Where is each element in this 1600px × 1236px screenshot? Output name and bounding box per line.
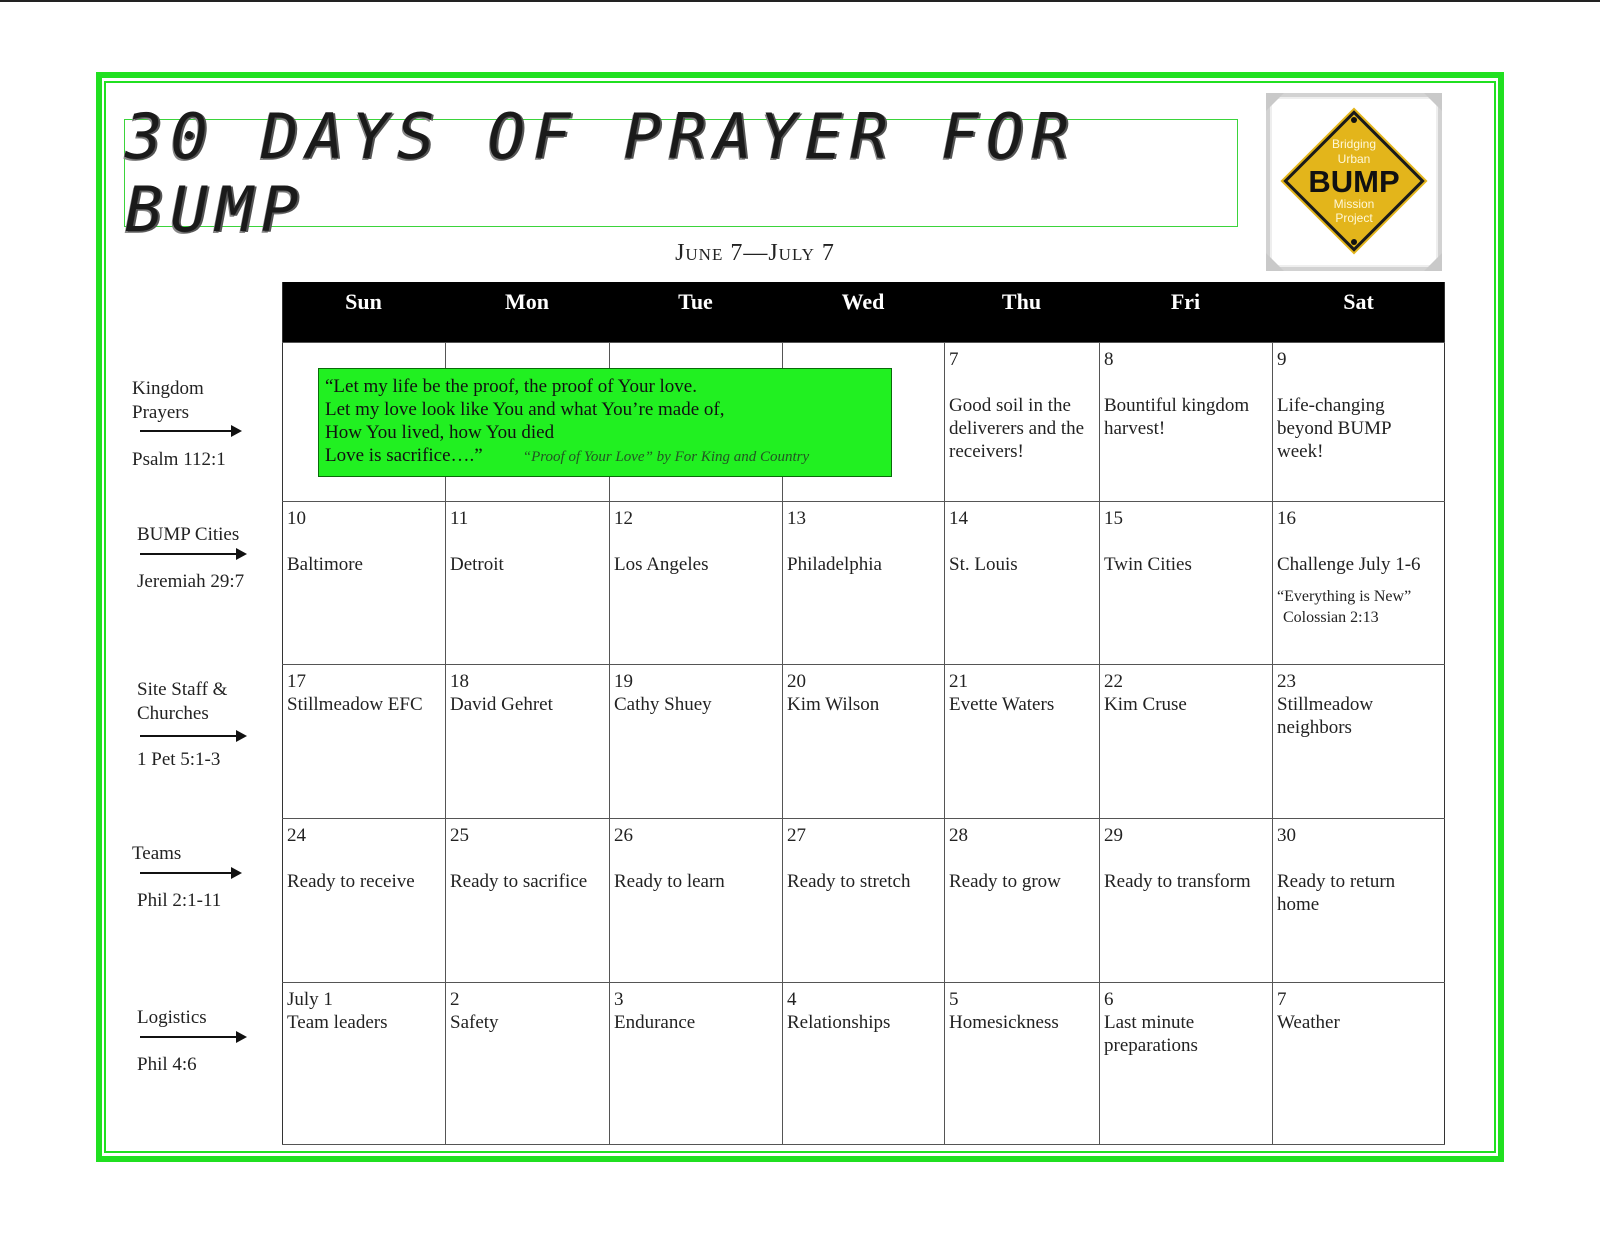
day-number: 16 xyxy=(1277,508,1296,529)
day-number: 2 xyxy=(450,989,460,1010)
weekday-wed: Wed xyxy=(841,289,885,314)
logo-name: BUMP xyxy=(1308,164,1400,199)
calendar-day-cell xyxy=(1277,988,1440,1034)
calendar-day-cell xyxy=(787,824,939,893)
calendar-day-cell xyxy=(949,507,1094,576)
calendar-day-cell xyxy=(287,670,440,716)
calendar-day-cell xyxy=(949,988,1094,1034)
theme-title: Site Staff & Churches xyxy=(137,679,228,724)
prayer-topic: Relationships xyxy=(787,1012,891,1033)
calendar-day-cell xyxy=(450,824,604,893)
photo-corner-icon xyxy=(1424,93,1442,111)
day-number: 20 xyxy=(787,671,806,692)
quote-line: How You lived, how You died xyxy=(325,422,555,443)
prayer-topic: Detroit xyxy=(450,554,504,575)
day-number: 15 xyxy=(1104,508,1123,529)
grid-line xyxy=(282,1144,1445,1145)
prayer-topic: Weather xyxy=(1277,1012,1340,1033)
day-number: 22 xyxy=(1104,671,1123,692)
day-number: 7 xyxy=(949,349,959,370)
quote-last-line: Love is sacrifice….” xyxy=(325,445,483,466)
prayer-topic: Ready to stretch xyxy=(787,871,911,892)
prayer-topic: Stillmeadow neighbors xyxy=(1277,694,1374,738)
grid-line xyxy=(1272,342,1273,1145)
spacer xyxy=(450,847,604,870)
day-number: 8 xyxy=(1104,349,1114,370)
spacer xyxy=(287,530,440,553)
day-number: 18 xyxy=(450,671,469,692)
spacer xyxy=(949,371,1094,394)
weekday-sat: Sat xyxy=(1343,289,1374,314)
spacer xyxy=(1277,530,1440,553)
calendar-day-cell xyxy=(287,988,440,1034)
logo-line-bridging: Bridging xyxy=(1331,137,1377,151)
day-number: 30 xyxy=(1277,825,1296,846)
weekday-mon: Mon xyxy=(505,289,549,314)
calendar-day-cell xyxy=(787,988,939,1034)
prayer-topic: Ready to return home xyxy=(1277,871,1396,915)
prayer-topic: Cathy Shuey xyxy=(614,694,712,715)
day-number: 23 xyxy=(1277,671,1296,692)
page-title: 30 DAYS OF PRAYER FOR BUMP xyxy=(125,100,1077,246)
weekday-fri: Fri xyxy=(1170,289,1201,314)
prayer-topic: Kim Wilson xyxy=(787,694,880,715)
arrow-right-icon xyxy=(140,1036,245,1038)
day-number: 9 xyxy=(1277,349,1287,370)
prayer-topic: Good soil in the deliverers and the receivers! xyxy=(949,395,1085,462)
theme-title: Kingdom Prayers xyxy=(132,378,204,423)
day-number: 7 xyxy=(1277,989,1287,1010)
prayer-topic: Los Angeles xyxy=(614,554,709,575)
song-quote-box xyxy=(318,368,892,477)
challenge-verse: Colossian 2:13 xyxy=(1283,609,1379,626)
challenge-theme: “Everything is New” xyxy=(1277,588,1412,605)
calendar-day-cell xyxy=(949,824,1094,893)
theme-verse: Phil 2:1-11 xyxy=(137,890,222,911)
calendar-day-cell xyxy=(287,507,440,576)
spacer xyxy=(614,530,777,553)
grid-line xyxy=(282,982,1445,983)
calendar-day-cell xyxy=(614,670,777,716)
theme-verse: Jeremiah 29:7 xyxy=(137,571,245,592)
grid-line xyxy=(282,342,1445,343)
day-number: 29 xyxy=(1104,825,1123,846)
photo-corner-icon xyxy=(1266,93,1284,111)
grid-line xyxy=(282,818,1445,819)
prayer-topic: Life-changing beyond BUMP week! xyxy=(1277,395,1391,462)
day-number: 14 xyxy=(949,508,968,529)
day-number: 28 xyxy=(949,825,968,846)
calendar-day-cell xyxy=(787,670,939,716)
theme-title: BUMP Cities xyxy=(137,524,240,545)
grid-line xyxy=(944,342,945,1145)
spacer xyxy=(1277,371,1440,394)
prayer-topic: Last minute preparations xyxy=(1104,1012,1198,1056)
arrow-right-icon xyxy=(140,430,240,432)
prayer-topic: Ready to grow xyxy=(949,871,1061,892)
spacer xyxy=(1104,371,1267,394)
spacer xyxy=(1277,847,1440,870)
day-number: 5 xyxy=(949,989,959,1010)
prayer-topic: Philadelphia xyxy=(787,554,882,575)
quote-credit: “Proof of Your Love” by For King and Country xyxy=(522,449,810,465)
arrow-right-icon xyxy=(140,872,240,874)
day-number: 13 xyxy=(787,508,806,529)
calendar-day-cell xyxy=(614,988,777,1034)
theme-title: Logistics xyxy=(137,1007,207,1028)
spacer xyxy=(787,530,939,553)
prayer-topic: Safety xyxy=(450,1012,499,1033)
calendar-day-cell xyxy=(1104,348,1267,440)
day-number: 11 xyxy=(450,508,469,529)
prayer-topic: Twin Cities xyxy=(1104,554,1192,575)
spacer xyxy=(949,530,1094,553)
prayer-topic: Ready to transform xyxy=(1104,871,1251,892)
prayer-topic: David Gehret xyxy=(450,694,553,715)
prayer-topic: Team leaders xyxy=(287,1012,388,1033)
calendar-day-cell xyxy=(287,824,440,893)
spacer xyxy=(949,847,1094,870)
prayer-topic: Ready to sacrifice xyxy=(450,871,588,892)
calendar-day-cell xyxy=(614,824,777,893)
prayer-topic: Homesickness xyxy=(949,1012,1059,1033)
calendar-day-cell xyxy=(614,507,777,576)
quote-line: “Let my life be the proof, the proof of Your love. xyxy=(325,376,697,397)
weekday-tue: Tue xyxy=(678,289,713,314)
calendar-day-cell xyxy=(1277,348,1440,463)
spacer xyxy=(287,847,440,870)
spacer xyxy=(1104,847,1267,870)
sign-dot-icon xyxy=(1351,239,1357,245)
sign-dot-icon xyxy=(1351,117,1357,123)
prayer-topic: Evette Waters xyxy=(949,694,1055,715)
photo-corner-icon xyxy=(1266,253,1284,271)
grid-line xyxy=(1444,282,1445,1145)
prayer-topic: Ready to learn xyxy=(614,871,725,892)
weekday-thu: Thu xyxy=(1001,289,1042,314)
calendar-day-cell xyxy=(949,348,1094,463)
day-number: 12 xyxy=(614,508,633,529)
calendar-day-cell xyxy=(1277,507,1440,628)
day-number: 19 xyxy=(614,671,633,692)
prayer-topic: Ready to receive xyxy=(287,871,415,892)
spacer xyxy=(1104,530,1267,553)
spacer xyxy=(450,530,604,553)
day-number: 25 xyxy=(450,825,469,846)
quote-line xyxy=(325,444,885,469)
theme-title: Teams xyxy=(132,843,182,864)
grid-line xyxy=(282,501,1445,502)
grid-line xyxy=(282,282,283,1145)
logo-line-project: Project xyxy=(1335,211,1373,225)
spacer xyxy=(787,847,939,870)
arrow-right-icon xyxy=(140,735,245,737)
photo-corner-icon xyxy=(1424,253,1442,271)
calendar-day-cell xyxy=(1104,507,1267,576)
title-banner xyxy=(124,100,1238,246)
theme-verse: Psalm 112:1 xyxy=(132,449,226,470)
grid-line xyxy=(1099,342,1100,1145)
prayer-topic: Kim Cruse xyxy=(1104,694,1187,715)
bump-logo xyxy=(1266,93,1442,271)
day-number: 6 xyxy=(1104,989,1114,1010)
day-number: 21 xyxy=(949,671,968,692)
day-number: 17 xyxy=(287,671,306,692)
prayer-topic: Stillmeadow EFC xyxy=(287,694,423,715)
day-number: 4 xyxy=(787,989,797,1010)
arrow-right-icon xyxy=(140,553,245,555)
day-number: 24 xyxy=(287,825,306,846)
calendar-day-cell xyxy=(1277,824,1440,916)
day-number: 10 xyxy=(287,508,306,529)
calendar-day-cell xyxy=(1104,824,1267,893)
calendar-day-cell xyxy=(450,988,604,1034)
prayer-topic: Challenge July 1-6 xyxy=(1277,554,1421,575)
spacer xyxy=(614,847,777,870)
prayer-topic: Endurance xyxy=(614,1012,696,1033)
calendar-day-cell xyxy=(1104,670,1267,716)
prayer-topic: Bountiful kingdom harvest! xyxy=(1104,395,1250,439)
top-rule xyxy=(0,0,1600,2)
logo-line-urban: Urban xyxy=(1337,152,1371,166)
theme-verse: Phil 4:6 xyxy=(137,1054,197,1075)
theme-verse: 1 Pet 5:1-3 xyxy=(137,749,221,770)
calendar-day-cell xyxy=(1104,988,1267,1057)
day-number: July 1 xyxy=(287,989,333,1010)
grid-line xyxy=(282,664,1445,665)
calendar-day-cell xyxy=(949,670,1094,716)
calendar-day-cell xyxy=(1277,670,1440,739)
calendar-day-cell xyxy=(450,507,604,576)
calendar-day-cell xyxy=(787,507,939,576)
date-range: June 7—July 7 xyxy=(675,240,835,266)
calendar-day-cell xyxy=(450,670,604,716)
day-number: 3 xyxy=(614,989,624,1010)
day-number: 26 xyxy=(614,825,633,846)
quote-line: Let my love look like You and what You’re made of, xyxy=(325,399,725,420)
day-number: 27 xyxy=(787,825,806,846)
prayer-topic: St. Louis xyxy=(949,554,1018,575)
logo-line-mission: Mission xyxy=(1333,197,1375,211)
weekday-sun: Sun xyxy=(345,289,382,314)
prayer-topic: Baltimore xyxy=(287,554,363,575)
